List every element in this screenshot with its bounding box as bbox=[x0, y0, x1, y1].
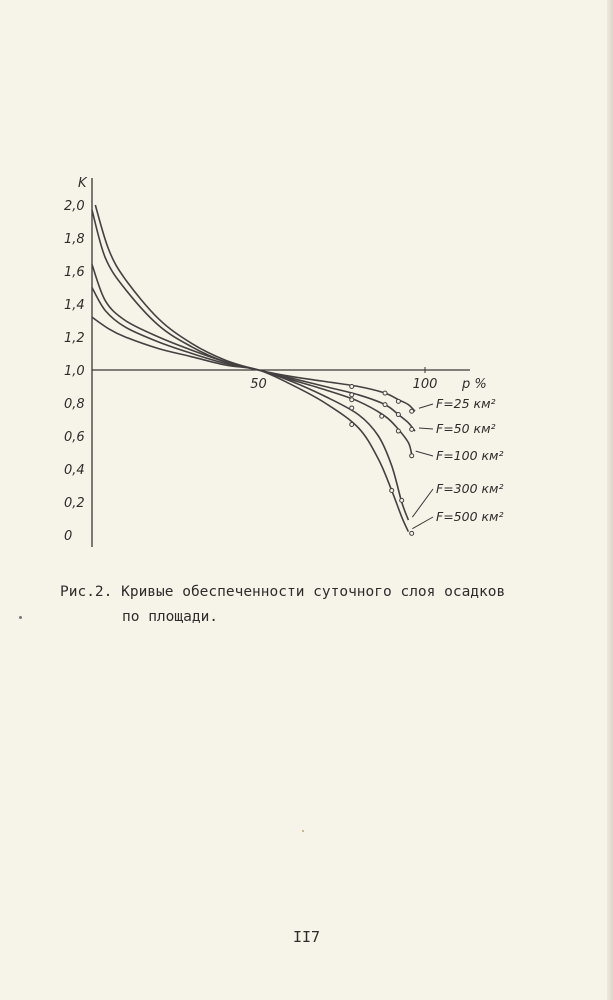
curve-1-point bbox=[396, 399, 400, 403]
curve-3 bbox=[92, 264, 412, 454]
series-leader-line bbox=[416, 451, 433, 456]
curve-1-point bbox=[410, 409, 414, 413]
y-tick-label: 1,6 bbox=[64, 265, 85, 280]
series-label: F=50 км² bbox=[436, 421, 496, 436]
series-label: F=300 км² bbox=[436, 481, 504, 496]
curve-2 bbox=[92, 210, 415, 431]
x-axis-title: p % bbox=[462, 377, 487, 392]
chart bbox=[0, 160, 613, 560]
y-axis-title: K bbox=[78, 176, 87, 191]
y-tick-label: 0 bbox=[64, 529, 73, 544]
curve-3-point bbox=[380, 414, 384, 418]
chart-axes bbox=[78, 176, 487, 547]
caption-line-2: по площади. bbox=[122, 609, 219, 625]
series-label: F=25 км² bbox=[436, 396, 496, 411]
series-leader-line bbox=[412, 489, 433, 517]
y-tick-label: 1,8 bbox=[64, 232, 85, 247]
series-leader-line bbox=[412, 517, 433, 529]
curve-5-point bbox=[350, 422, 354, 426]
x-tick-label: 50 bbox=[250, 377, 267, 392]
curve-4-point bbox=[400, 498, 404, 502]
curve-3-point bbox=[350, 398, 354, 402]
curve-2-point bbox=[350, 393, 354, 397]
y-tick-label: 1,0 bbox=[64, 364, 85, 379]
y-tick-label: 0,8 bbox=[64, 397, 85, 412]
y-tick-label: 1,4 bbox=[64, 298, 85, 313]
curve-4 bbox=[92, 288, 408, 521]
curve-4-point bbox=[350, 406, 354, 410]
series-label: F=500 км² bbox=[436, 509, 504, 524]
curve-3-point bbox=[410, 454, 414, 458]
y-tick-labels bbox=[64, 199, 85, 544]
curve-2-point bbox=[410, 427, 414, 431]
series-label: F=100 км² bbox=[436, 448, 504, 463]
x-tick-label: 100 bbox=[412, 377, 438, 392]
curve-1-point bbox=[383, 391, 387, 395]
y-tick-label: 0,6 bbox=[64, 430, 85, 445]
page-edge bbox=[607, 0, 613, 1000]
y-tick-label: 2,0 bbox=[64, 199, 85, 214]
series-leader-line bbox=[419, 428, 433, 429]
paper-speck bbox=[302, 830, 304, 832]
curve-2-point bbox=[396, 413, 400, 417]
curve-1-point bbox=[350, 385, 354, 389]
curve-5 bbox=[92, 317, 408, 532]
series-labels bbox=[412, 396, 503, 529]
y-tick-label: 0,2 bbox=[64, 496, 85, 511]
curve-2-point bbox=[383, 403, 387, 407]
curve-5-point bbox=[410, 531, 414, 535]
series-leader-line bbox=[419, 404, 433, 408]
caption-line-1: Рис.2. Кривые обеспеченности суточного слоя осадков bbox=[60, 584, 506, 600]
curve-5-point bbox=[390, 488, 394, 492]
y-tick-label: 1,2 bbox=[64, 331, 85, 346]
page-number: II7 bbox=[292, 928, 321, 946]
paper-speck bbox=[19, 616, 22, 619]
curve-3-point bbox=[396, 429, 400, 433]
y-tick-label: 0,4 bbox=[64, 463, 85, 478]
figure-caption bbox=[60, 580, 560, 630]
